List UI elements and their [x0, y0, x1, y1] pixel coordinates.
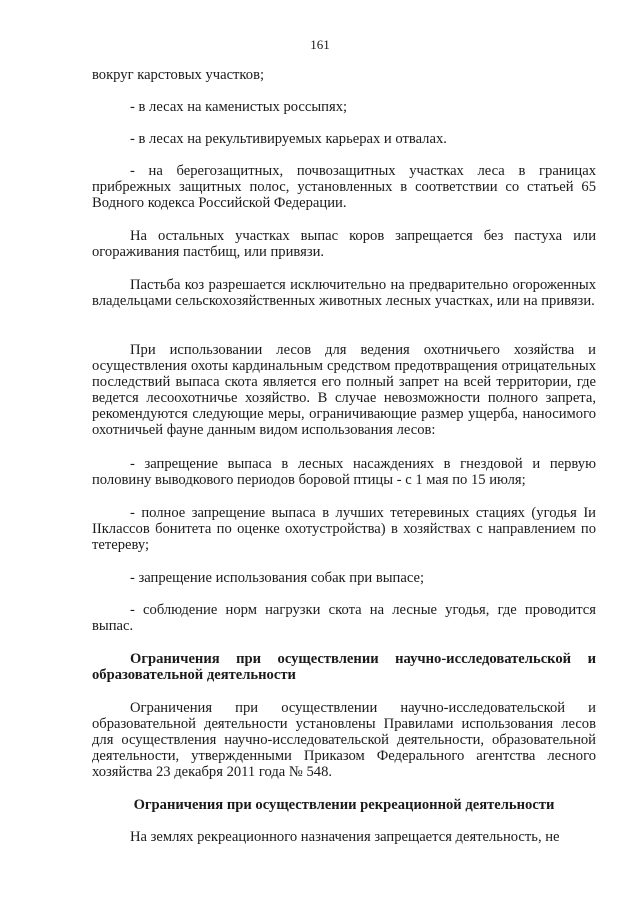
section-heading-research: Ограничения при осуществлении научно-исследовательской и образовательной деятельности: [92, 651, 596, 683]
paragraph-reclaimed-quarries: - в лесах на рекультивируемых карьерах и отвалах.: [130, 131, 447, 147]
paragraph-protective-strips: - на берегозащитных, почвозащитных участках леса в границах прибрежных защитных полос, установленных в соответствии со статьей 65 Водного кодекса Российской Федерации.: [92, 163, 596, 211]
page-number: 161: [310, 37, 330, 52]
paragraph-goat-grazing: Пастьба коз разрешается исключительно на предварительно огороженных владельцами сельскохозяйственных животных лесных участках, или на привязи.: [92, 277, 596, 309]
paragraph-grouse-habitats: - полное запрещение выпаса в лучших тетеревиных стациях (угодья Iи IIклассов бонитета по оценке охотустройства) в хозяйствах с направлением по тетереву;: [92, 505, 596, 553]
paragraph-recreation-lands: На землях рекреационного назначения запрещается деятельность, не: [130, 829, 560, 845]
section-heading-recreation: Ограничения при осуществлении рекреационной деятельности: [133, 797, 555, 813]
paragraph-karst-continuation: вокруг карстовых участков;: [92, 67, 265, 83]
paragraph-stony-screes: - в лесах на каменистых россыпях;: [130, 99, 348, 115]
paragraph-nesting-ban: - запрещение выпаса в лесных насаждениях в гнездовой и первую половину выводкового периодов боровой птицы - с 1 мая по 15 июля;: [92, 456, 596, 488]
paragraph-dogs-ban: - запрещение использования собак при выпасе;: [130, 570, 425, 586]
paragraph-research-rules: Ограничения при осуществлении научно-исследовательской и образовательной деятельности установлены Правилами использования лесов для осуществления научно-исследовательской деятельности, образовательной деятельности, утвержденными Приказом Федерального агентства лесного хозяйства 23 декабря 2011 года № 548.: [92, 700, 596, 780]
paragraph-load-norms: - соблюдение норм нагрузки скота на лесные угодья, где проводится выпас.: [92, 602, 596, 634]
paragraph-cow-grazing: На остальных участках выпас коров запрещается без пастуха или огораживания пастбищ, или привязи.: [92, 228, 596, 260]
paragraph-hunting-grounds: При использовании лесов для ведения охотничьего хозяйства и осуществления охоты кардинальным средством предотвращения отрицательных последствий выпаса скота является его полный запрет на всей территории, где ведется лесоохотничье хозяйство. В случае невозможности полного запрета, рекомендуются следующие меры, ограничивающие размер ущерба, наносимого охотничьей фауне данным видом использования лесов:: [92, 342, 596, 438]
